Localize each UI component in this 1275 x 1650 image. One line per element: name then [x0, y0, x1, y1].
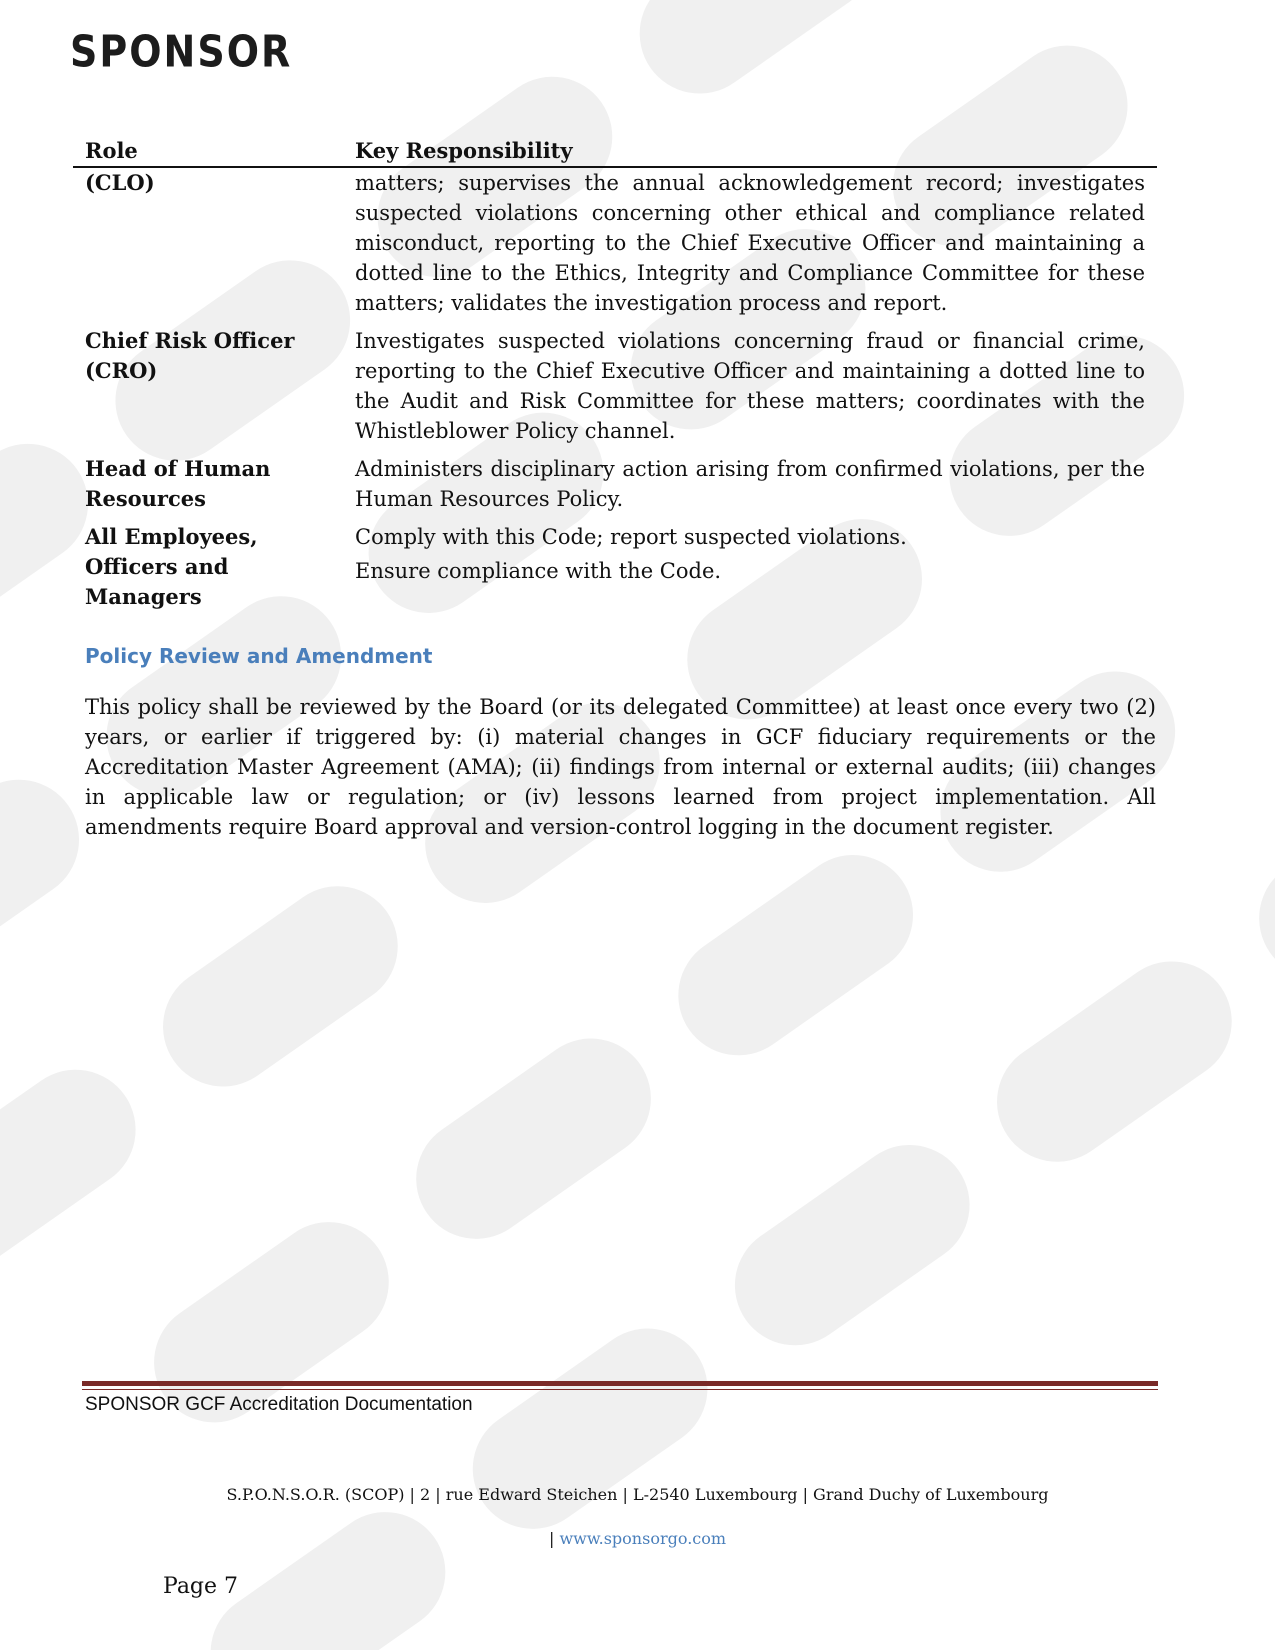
- responsibility-text: Investigates suspected violations concerning fraud or financial crime, reporting to the Chief Executive Officer and maintaining a dotted line to the Audit and Risk Committee for these matters; coordinates with the Whistleblower Policy channel.: [355, 329, 1145, 443]
- responsibility-cell: [343, 522, 1157, 620]
- footer-separator: |: [548, 1529, 560, 1548]
- table-row: [73, 326, 1157, 454]
- section-heading: Policy Review and Amendment: [85, 644, 433, 668]
- table-row: [73, 167, 1157, 326]
- responsibility-text: matters; supervises the annual acknowledgement record; investigates suspected violations concerning other ethical and compliance related misconduct, reporting to the Chief Executive Officer and maintaining a dotted line to the Ethics, Integrity and Compliance Committee for these matters; validates the investigation process and report.: [355, 171, 1145, 315]
- footer-website-line: [0, 1529, 1275, 1548]
- page-number: Page 7: [163, 1574, 239, 1599]
- footer-title: SPONSOR GCF Accreditation Documentation: [85, 1394, 473, 1415]
- website-link[interactable]: www.sponsorgo.com: [559, 1529, 727, 1548]
- sponsor-logo: SPONSOR: [70, 26, 293, 77]
- responsibility-cell: [343, 454, 1157, 522]
- role-cell: Head of Human Resources: [85, 456, 271, 511]
- responsibility-text: Comply with this Code; report suspected violations.: [355, 525, 907, 549]
- policy-review-paragraph: This policy shall be reviewed by the Board (or its delegated Committee) at least once every two (2) years, or earlier if triggered by: (i) material changes in GCF fiduciary requirements or the Accreditation Master Agreement (AMA); (ii) findings from internal or external audits; (iii) changes in applicable law or regulation; or (iv) lessons learned from project implementation. All amendments require Board approval and version-control logging in the document register.: [85, 695, 1156, 839]
- responsibility-cell: [343, 167, 1157, 326]
- role-cell: Chief Risk Officer (CRO): [85, 328, 295, 383]
- role-column-header: Role: [73, 132, 343, 167]
- table-row: [73, 454, 1157, 522]
- footer-divider-thin: [82, 1389, 1158, 1390]
- role-cell: (CLO): [85, 170, 155, 195]
- table-row: [73, 522, 1157, 620]
- responsibility-cell: [343, 326, 1157, 454]
- footer-divider: [82, 1381, 1158, 1386]
- role-responsibility-table: [73, 132, 1157, 620]
- role-cell: All Employees, Officers and Managers: [85, 524, 258, 609]
- responsibility-text: Ensure compliance with the Code.: [355, 559, 722, 583]
- table-header-row: [73, 132, 1157, 167]
- responsibility-text: Administers disciplinary action arising from confirmed violations, per the Human Resources Policy.: [355, 457, 1145, 511]
- responsibility-column-header: Key Responsibility: [343, 132, 1157, 167]
- footer-address: S.P.O.N.S.O.R. (SCOP) | 2 | rue Edward Steichen | L-2540 Luxembourg | Grand Duchy of Luxembourg: [226, 1485, 1049, 1504]
